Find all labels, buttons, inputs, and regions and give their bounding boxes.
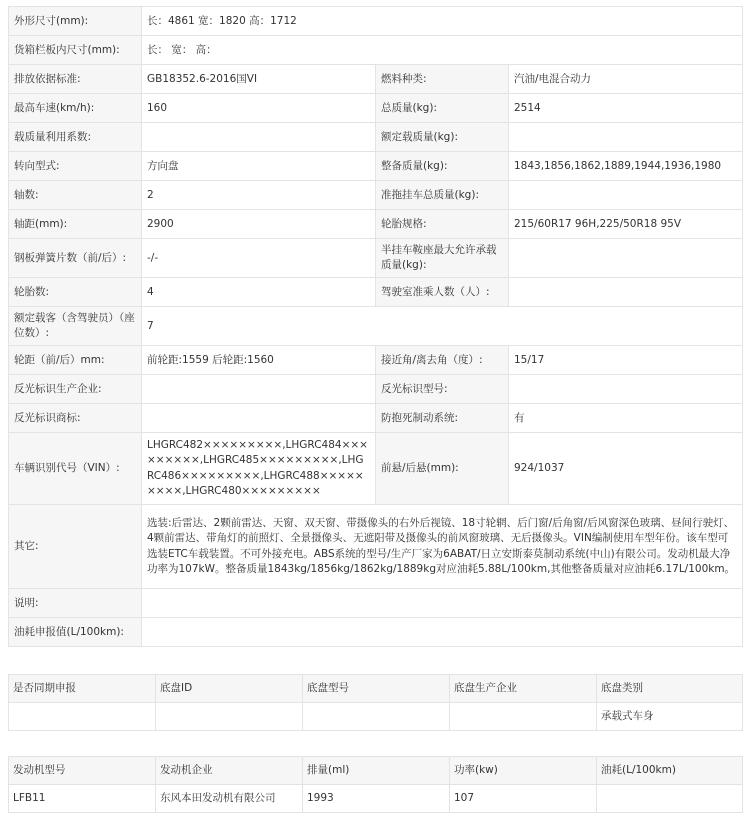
engine-header-cell: 油耗(L/100km) (597, 757, 743, 785)
cargo-label: 货箱栏板内尺寸(mm): (9, 36, 142, 65)
spec-row-dims (9, 7, 743, 36)
spec-row-seats (9, 307, 743, 346)
reflect-maker-label: 反光标识生产企业: (9, 375, 142, 404)
rated-load-label: 额定载质量(kg): (376, 123, 509, 152)
trailer-mass-label: 准拖挂车总质量(kg): (376, 181, 509, 210)
angle-label: 接近角/离去角（度）: (376, 346, 509, 375)
chassis-header-cell: 底盘ID (156, 675, 303, 703)
spec-row-note (9, 589, 743, 618)
engine-table (8, 756, 743, 813)
vin-label: 车辆识别代号（VIN）: (9, 433, 142, 505)
emission-value: GB18352.6-2016国VI (142, 65, 376, 94)
chassis-cell (9, 703, 156, 731)
spec-row-track (9, 346, 743, 375)
axles-label: 轴数: (9, 181, 142, 210)
total-mass-label: 总质量(kg): (376, 94, 509, 123)
load-util-value (142, 123, 376, 152)
axles-value: 2 (142, 181, 376, 210)
total-mass-value: 2514 (509, 94, 743, 123)
engine-header-cell: 发动机企业 (156, 757, 303, 785)
vin-value: LHGRC482×××××××××,LHGRC484×××××××××,LHGRC485×××××××××,LHGRC486×××××××××,LHGRC488×××××××××,LHGRC480××××××××× (142, 433, 376, 505)
table-row (9, 703, 743, 731)
spec-row-other (9, 505, 743, 589)
wheelbase-value: 2900 (142, 210, 376, 239)
reflect-model-label: 反光标识型号: (376, 375, 509, 404)
semi-trailer-value (509, 239, 743, 278)
fuel-type-label: 燃料种类: (376, 65, 509, 94)
engine-header-row (9, 757, 743, 785)
chassis-cell (156, 703, 303, 731)
spec-row-tires (9, 278, 743, 307)
chassis-header-cell: 底盘型号 (303, 675, 450, 703)
chassis-header-cell: 是否同期申报 (9, 675, 156, 703)
emission-label: 排放依据标准: (9, 65, 142, 94)
spec-row-abs (9, 404, 743, 433)
seats-label: 额定载客（含驾驶员）（座位数）: (9, 307, 142, 346)
reflect-maker-value (142, 375, 376, 404)
curb-mass-label: 整备质量(kg): (376, 152, 509, 181)
engine-cell: LFB11 (9, 785, 156, 813)
tire-spec-value: 215/60R17 96H,225/50R18 95V (509, 210, 743, 239)
spec-row-speed (9, 94, 743, 123)
engine-cell: 1993 (303, 785, 450, 813)
overhang-label: 前悬/后悬(mm): (376, 433, 509, 505)
tire-count-value: 4 (142, 278, 376, 307)
max-speed-label: 最高车速(km/h): (9, 94, 142, 123)
chassis-header-cell: 底盘生产企业 (450, 675, 597, 703)
max-speed-value: 160 (142, 94, 376, 123)
semi-trailer-label: 半挂车鞍座最大允许承载质量(kg): (376, 239, 509, 278)
fuel-decl-value (142, 618, 743, 647)
trailer-mass-value (509, 181, 743, 210)
dims-label: 外形尺寸(mm): (9, 7, 142, 36)
spec-row-emission (9, 65, 743, 94)
spec-row-fuel-decl (9, 618, 743, 647)
tire-spec-label: 轮胎规格: (376, 210, 509, 239)
reflect-brand-label: 反光标识商标: (9, 404, 142, 433)
fuel-type-value: 汽油/电混合动力 (509, 65, 743, 94)
reflect-model-value (509, 375, 743, 404)
wheelbase-label: 轴距(mm): (9, 210, 142, 239)
abs-value: 有 (509, 404, 743, 433)
engine-cell: 107 (450, 785, 597, 813)
engine-cell: 东风本田发动机有限公司 (156, 785, 303, 813)
spring-value: -/- (142, 239, 376, 278)
steering-value: 方向盘 (142, 152, 376, 181)
chassis-cell (450, 703, 597, 731)
overhang-value: 924/1037 (509, 433, 743, 505)
chassis-header-row (9, 675, 743, 703)
spec-row-spring (9, 239, 743, 278)
angle-value: 15/17 (509, 346, 743, 375)
tire-count-label: 轮胎数: (9, 278, 142, 307)
track-value: 前轮距:1559 后轮距:1560 (142, 346, 376, 375)
engine-header-cell: 发动机型号 (9, 757, 156, 785)
cab-capacity-value (509, 278, 743, 307)
spec-row-reflect (9, 375, 743, 404)
reflect-brand-value (142, 404, 376, 433)
engine-cell (597, 785, 743, 813)
steering-label: 转向型式: (9, 152, 142, 181)
table-row (9, 785, 743, 813)
cargo-value: 长： 宽： 高： (142, 36, 743, 65)
load-util-label: 载质量利用系数: (9, 123, 142, 152)
cab-capacity-label: 驾驶室准乘人数（人）: (376, 278, 509, 307)
spec-row-cargo (9, 36, 743, 65)
engine-header-cell: 排量(ml) (303, 757, 450, 785)
note-value (142, 589, 743, 618)
engine-header-cell: 功率(kw) (450, 757, 597, 785)
rated-load-value (509, 123, 743, 152)
spec-row-steering (9, 152, 743, 181)
abs-label: 防抱死制动系统: (376, 404, 509, 433)
chassis-cell: 承载式车身 (597, 703, 743, 731)
spec-row-vin (9, 433, 743, 505)
note-label: 说明: (9, 589, 142, 618)
spec-row-load (9, 123, 743, 152)
spec-table (8, 6, 743, 647)
chassis-table (8, 674, 743, 731)
chassis-cell (303, 703, 450, 731)
dims-value: 长：4861 宽：1820 高：1712 (142, 7, 743, 36)
spec-row-wheelbase (9, 210, 743, 239)
spec-row-axles (9, 181, 743, 210)
seats-value: 7 (142, 307, 743, 346)
other-value: 选装:后雷达、2颗前雷达、天窗、双天窗、带摄像头的右外后视镜、18寸轮辋、后门窗/后角窗/后风窗深色玻璃、昼间行驶灯、4颗前雷达、带角灯的前照灯、全景摄像头、无遮阳带及摄像头的前风窗玻璃、无后摄像头。VIN编制使用车型年份。该车型可选装ETC车载装置。不可外接充电。ABS系统的型号/生产厂家为6ABAT/日立安斯泰莫制动系统(中山)有限公司。发动机最大净功率为107kW。整备质量1843kg/1856kg/1862kg/1889kg对应油耗5.88L/100km,其他整备质量对应油耗6.17L/100km。 (142, 505, 743, 589)
curb-mass-value: 1843,1856,1862,1889,1944,1936,1980 (509, 152, 743, 181)
spring-label: 钢板弹簧片数（前/后）: (9, 239, 142, 278)
chassis-header-cell: 底盘类别 (597, 675, 743, 703)
fuel-decl-label: 油耗申报值(L/100km): (9, 618, 142, 647)
track-label: 轮距（前/后）mm: (9, 346, 142, 375)
other-label: 其它: (9, 505, 142, 589)
